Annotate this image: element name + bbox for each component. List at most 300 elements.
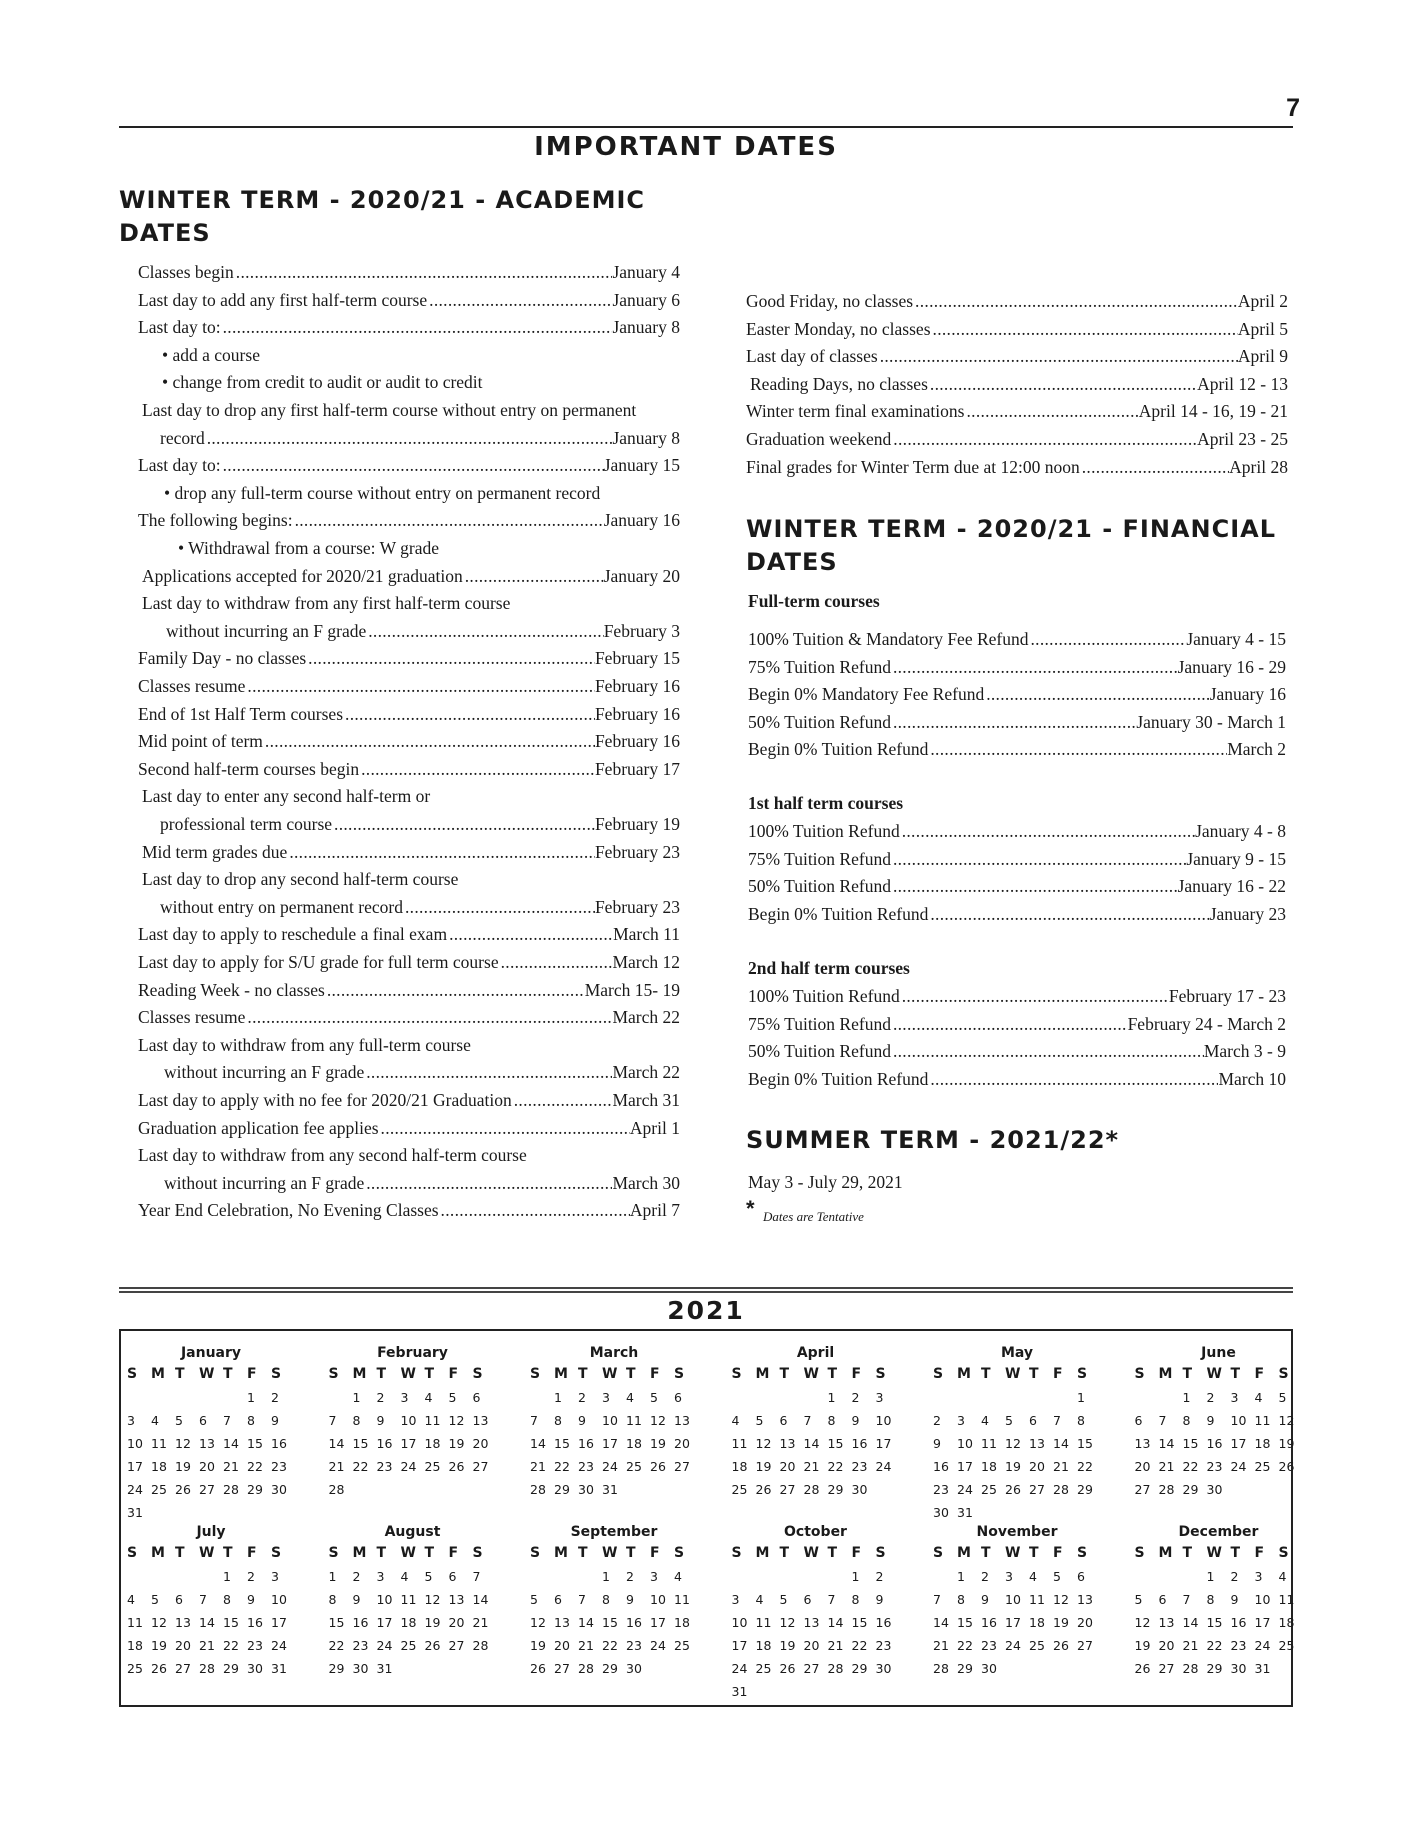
- day-cell: 18: [1278, 1615, 1295, 1630]
- dot-leader: [891, 847, 1186, 871]
- month-april: [732, 1343, 900, 1501]
- day-cell: 18: [127, 1638, 143, 1653]
- day-cell: 3: [731, 1592, 740, 1607]
- date-label: Classes begin: [138, 262, 234, 282]
- day-cell: 26: [175, 1482, 191, 1497]
- day-cell: 16: [1230, 1615, 1247, 1630]
- day-cell: 4: [151, 1413, 159, 1428]
- day-cell: 25: [1029, 1638, 1045, 1653]
- day-cell: 21: [223, 1459, 239, 1474]
- day-cell: 29: [851, 1661, 868, 1676]
- day-cell: 1: [1182, 1390, 1191, 1405]
- weekday-header: S: [530, 1366, 541, 1382]
- day-cell: 6: [1077, 1569, 1085, 1584]
- day-cell: 13: [1077, 1592, 1093, 1607]
- day-cell: 1: [602, 1569, 610, 1584]
- day-cell: 28: [827, 1661, 844, 1676]
- date-label: Winter term final examinations: [746, 401, 965, 422]
- day-cell: 3: [875, 1390, 884, 1405]
- financial-date-line: [748, 682, 1286, 706]
- empty-cell: [199, 1565, 223, 1588]
- month-october: [732, 1522, 900, 1703]
- day-cell: 24: [127, 1482, 143, 1497]
- academic-note-line: • add a course: [162, 344, 260, 365]
- date-value: April 12 - 13: [1197, 373, 1288, 394]
- day-cell: 11: [1029, 1592, 1045, 1607]
- day-cell: 28: [530, 1482, 546, 1497]
- dot-leader: [913, 289, 1238, 313]
- academic-date-line: [160, 426, 680, 450]
- weekday-header: T: [1230, 1366, 1241, 1382]
- summer-heading: SUMMER TERM - 2021/22*: [746, 1126, 1120, 1154]
- day-cell: 10: [602, 1413, 618, 1428]
- weekday-header: T: [376, 1545, 387, 1561]
- date-label: Last day to apply to reschedule a final exam: [138, 924, 448, 945]
- day-cell: 21: [199, 1638, 215, 1653]
- date-value: January 6: [612, 289, 680, 310]
- academic-note-line: Last day to drop any first half-term course without entry on permanent: [142, 400, 637, 420]
- day-cell: 21: [1158, 1459, 1175, 1474]
- weekday-header: F: [1254, 1545, 1265, 1561]
- weekday-header: S: [1278, 1545, 1289, 1561]
- dot-leader: [512, 1088, 613, 1112]
- weekday-header: T: [1230, 1545, 1241, 1561]
- day-cell: 27: [779, 1482, 796, 1497]
- day-cell: 7: [1182, 1592, 1191, 1607]
- month-name: April: [796, 1345, 835, 1361]
- dot-leader: [900, 984, 1169, 1008]
- financial-date-line: [748, 874, 1286, 898]
- day-cell: 30: [1206, 1482, 1223, 1497]
- empty-cell: [127, 1386, 151, 1409]
- academic-date-line: [142, 564, 680, 588]
- date-label: Mid term grades due: [142, 841, 288, 862]
- date-value: February 23: [594, 841, 680, 862]
- academic-date-line: [138, 674, 680, 698]
- weekday-header: W: [199, 1545, 215, 1561]
- day-cell: 27: [803, 1661, 820, 1676]
- day-cell: 13: [674, 1413, 690, 1428]
- day-cell: 14: [328, 1436, 345, 1451]
- day-cell: 31: [731, 1684, 748, 1699]
- day-cell: 14: [223, 1436, 239, 1451]
- day-cell: 24: [1005, 1638, 1021, 1653]
- weekday-header: T: [578, 1366, 588, 1382]
- day-cell: 8: [851, 1592, 860, 1607]
- day-cell: 3: [1254, 1569, 1263, 1584]
- empty-cell: [329, 1386, 353, 1409]
- day-cell: 12: [1278, 1413, 1295, 1428]
- day-cell: 1: [1077, 1390, 1085, 1405]
- weekday-header: T: [223, 1545, 233, 1561]
- day-cell: 25: [127, 1661, 143, 1676]
- empty-cell: [1183, 1565, 1207, 1588]
- academic-date-line: [138, 1198, 680, 1222]
- date-value: February 17: [594, 758, 680, 779]
- day-cell: 23: [875, 1638, 892, 1653]
- day-cell: 19: [1053, 1615, 1069, 1630]
- day-cell: 28: [933, 1661, 949, 1676]
- date-label: Begin 0% Tuition Refund: [748, 903, 929, 924]
- date-label: 75% Tuition Refund: [748, 656, 891, 677]
- day-cell: 22: [352, 1459, 369, 1474]
- date-label: Classes resume: [138, 1007, 246, 1028]
- day-cell: 2: [271, 1390, 279, 1405]
- day-cell: 29: [602, 1661, 618, 1676]
- summer-dates: May 3 - July 29, 2021: [748, 1172, 903, 1192]
- month-grid: [732, 1542, 900, 1703]
- day-cell: 12: [1134, 1615, 1151, 1630]
- day-cell: 22: [328, 1638, 345, 1653]
- day-cell: 11: [424, 1413, 441, 1428]
- day-cell: 14: [933, 1615, 949, 1630]
- day-cell: 12: [175, 1436, 191, 1451]
- day-cell: 17: [1230, 1436, 1247, 1451]
- day-cell: 19: [175, 1459, 191, 1474]
- day-cell: 27: [1134, 1482, 1151, 1497]
- day-cell: 22: [554, 1459, 570, 1474]
- day-cell: 29: [247, 1482, 263, 1497]
- weekday-header: M: [352, 1545, 367, 1561]
- day-cell: 29: [223, 1661, 239, 1676]
- day-cell: 30: [981, 1661, 997, 1676]
- date-value: February 16: [594, 676, 680, 696]
- day-cell: 5: [1005, 1413, 1013, 1428]
- academic-date-line: [138, 922, 680, 946]
- date-value: March 2: [1227, 739, 1286, 759]
- weekday-header: F: [1254, 1366, 1265, 1382]
- date-label: Last day to apply for S/U grade for full term course: [138, 952, 499, 972]
- day-cell: 24: [602, 1459, 618, 1474]
- day-cell: 5: [755, 1413, 764, 1428]
- day-cell: 25: [731, 1482, 748, 1497]
- dot-leader: [287, 840, 595, 864]
- financial-heading: [746, 513, 1276, 579]
- weekday-header: F: [851, 1545, 862, 1561]
- day-cell: 23: [851, 1459, 868, 1474]
- day-cell: 2: [247, 1569, 255, 1584]
- day-cell: 4: [424, 1390, 433, 1405]
- day-cell: 12: [151, 1615, 167, 1630]
- financial-date-line: [748, 627, 1286, 651]
- weekday-header: T: [175, 1366, 185, 1382]
- day-cell: 14: [530, 1436, 546, 1451]
- empty-cell: [199, 1386, 223, 1409]
- day-cell: 23: [376, 1459, 393, 1474]
- day-cell: 13: [1134, 1436, 1151, 1451]
- day-cell: 11: [626, 1413, 642, 1428]
- day-cell: 17: [1005, 1615, 1021, 1630]
- financial-group-title: 1st half term courses: [748, 793, 904, 813]
- day-cell: 15: [602, 1615, 618, 1630]
- day-cell: 2: [1230, 1569, 1239, 1584]
- empty-cell: [1135, 1565, 1159, 1588]
- day-cell: 12: [530, 1615, 546, 1630]
- day-cell: 31: [271, 1661, 287, 1676]
- month-grid: [127, 1542, 295, 1680]
- day-cell: 9: [1230, 1592, 1239, 1607]
- dot-leader: [447, 922, 613, 946]
- day-cell: 15: [1182, 1436, 1199, 1451]
- date-value: April 1: [629, 1117, 680, 1138]
- day-cell: 8: [957, 1592, 965, 1607]
- weekday-header: M: [151, 1366, 165, 1382]
- calendar-year: 2021: [667, 1296, 745, 1325]
- day-cell: 6: [1134, 1413, 1143, 1428]
- date-label: 100% Tuition & Mandatory Fee Refund: [748, 629, 1029, 649]
- dot-leader: [306, 646, 595, 670]
- financial-date-line: [748, 737, 1286, 761]
- weekday-header: M: [352, 1366, 367, 1382]
- day-cell: 1: [957, 1569, 965, 1584]
- weekday-header: M: [755, 1366, 770, 1382]
- day-cell: 27: [1158, 1661, 1175, 1676]
- day-cell: 21: [803, 1459, 820, 1474]
- day-cell: 5: [424, 1569, 433, 1584]
- day-cell: 4: [674, 1569, 682, 1584]
- day-cell: 31: [602, 1482, 618, 1497]
- date-value: January 20: [603, 565, 680, 586]
- day-cell: 21: [1182, 1638, 1199, 1653]
- month-grid: [933, 1363, 1101, 1524]
- dot-leader: [931, 317, 1238, 341]
- weekday-header: S: [731, 1545, 742, 1561]
- academic-date-line: [138, 1116, 680, 1140]
- month-november: [933, 1522, 1101, 1680]
- day-cell: 26: [424, 1638, 441, 1653]
- weekday-header: W: [602, 1366, 618, 1382]
- day-cell: 20: [472, 1436, 489, 1451]
- dot-leader: [984, 682, 1209, 706]
- day-cell: 5: [151, 1592, 159, 1607]
- empty-cell: [175, 1386, 199, 1409]
- day-cell: 26: [779, 1661, 796, 1676]
- day-cell: 30: [851, 1482, 868, 1497]
- day-cell: 15: [957, 1615, 973, 1630]
- day-cell: 16: [933, 1459, 949, 1474]
- day-cell: 24: [650, 1638, 666, 1653]
- day-cell: 2: [851, 1390, 860, 1405]
- day-cell: 12: [755, 1436, 772, 1451]
- day-cell: 13: [199, 1436, 215, 1451]
- day-cell: 18: [400, 1615, 417, 1630]
- weekday-header: T: [424, 1366, 435, 1382]
- day-cell: 1: [328, 1569, 337, 1584]
- dot-leader: [364, 1171, 612, 1195]
- dot-leader: [891, 1039, 1204, 1063]
- day-cell: 30: [271, 1482, 287, 1497]
- day-cell: 17: [376, 1615, 393, 1630]
- financial-date-line: [748, 655, 1286, 679]
- date-label: Last day to:: [138, 317, 221, 338]
- weekday-header: F: [247, 1366, 257, 1382]
- day-cell: 2: [875, 1569, 884, 1584]
- day-cell: 10: [957, 1436, 973, 1451]
- day-cell: 26: [1134, 1661, 1151, 1676]
- day-cell: 24: [1230, 1459, 1247, 1474]
- day-cell: 16: [851, 1436, 868, 1451]
- day-cell: 29: [1182, 1482, 1199, 1497]
- day-cell: 8: [1077, 1413, 1085, 1428]
- day-cell: 28: [1053, 1482, 1069, 1497]
- date-label: Applications accepted for 2020/21 graduation: [142, 565, 463, 586]
- day-cell: 4: [400, 1569, 409, 1584]
- day-cell: 7: [223, 1413, 231, 1428]
- day-cell: 22: [1206, 1638, 1223, 1653]
- day-cell: 13: [779, 1436, 796, 1451]
- financial-date-line: [748, 847, 1286, 871]
- date-value: February 15: [594, 648, 680, 669]
- day-cell: 26: [1005, 1482, 1021, 1497]
- weekday-header: T: [578, 1545, 588, 1561]
- day-cell: 16: [271, 1436, 287, 1451]
- day-cell: 2: [352, 1569, 361, 1584]
- date-value: March 31: [612, 1090, 680, 1110]
- day-cell: 22: [602, 1638, 618, 1653]
- date-label: Classes resume: [138, 676, 246, 696]
- date-value: April 23 - 25: [1197, 429, 1288, 449]
- dot-leader: [964, 399, 1138, 423]
- month-grid: [530, 1363, 698, 1501]
- dot-leader: [205, 426, 613, 450]
- day-cell: 8: [247, 1413, 255, 1428]
- dot-leader: [928, 902, 1209, 926]
- day-cell: 24: [376, 1638, 393, 1653]
- date-value: February 3: [603, 620, 680, 641]
- weekday-header: S: [1134, 1366, 1145, 1382]
- date-label: without incurring an F grade: [164, 1062, 365, 1083]
- academic-date-line: [746, 344, 1288, 368]
- month-february: [329, 1343, 497, 1501]
- day-cell: 30: [352, 1661, 369, 1676]
- weekday-header: T: [1029, 1366, 1039, 1382]
- day-cell: 8: [223, 1592, 231, 1607]
- weekday-header: M: [554, 1366, 568, 1382]
- academic-date-line: [160, 895, 680, 919]
- dot-leader: [379, 1116, 630, 1140]
- month-december: [1135, 1522, 1303, 1680]
- day-cell: 6: [1029, 1413, 1037, 1428]
- day-cell: 29: [328, 1661, 345, 1676]
- dot-leader: [928, 372, 1197, 396]
- day-cell: 5: [1134, 1592, 1143, 1607]
- weekday-header: T: [376, 1366, 387, 1382]
- month-name: March: [589, 1345, 639, 1361]
- dot-leader: [878, 344, 1238, 368]
- day-cell: 8: [352, 1413, 361, 1428]
- day-cell: 17: [875, 1436, 892, 1451]
- day-cell: 6: [554, 1592, 562, 1607]
- date-label: Reading Days, no classes: [750, 373, 928, 394]
- day-cell: 9: [578, 1413, 586, 1428]
- dot-leader: [1028, 627, 1186, 651]
- day-cell: 16: [875, 1615, 892, 1630]
- empty-cell: [981, 1386, 1005, 1409]
- date-label: without entry on permanent record: [160, 896, 403, 917]
- day-cell: 26: [650, 1459, 666, 1474]
- day-cell: 28: [472, 1638, 489, 1653]
- day-cell: 19: [151, 1638, 167, 1653]
- date-value: March 12: [612, 952, 680, 972]
- day-cell: 21: [1053, 1459, 1069, 1474]
- month-name: October: [784, 1524, 847, 1540]
- weekday-header: M: [1158, 1366, 1173, 1382]
- day-cell: 11: [151, 1436, 167, 1451]
- date-value: April 5: [1237, 318, 1288, 339]
- weekday-header: W: [1206, 1366, 1222, 1382]
- day-cell: 4: [981, 1413, 989, 1428]
- day-cell: 7: [803, 1413, 812, 1428]
- date-value: March 3 - 9: [1203, 1041, 1286, 1061]
- day-cell: 14: [803, 1436, 820, 1451]
- dot-leader: [499, 950, 613, 974]
- day-cell: 21: [328, 1459, 345, 1474]
- date-label: Last day to:: [138, 455, 221, 476]
- day-cell: 30: [247, 1661, 263, 1676]
- date-value: January 16: [1209, 684, 1286, 704]
- dot-leader: [364, 1060, 612, 1084]
- day-cell: 14: [199, 1615, 215, 1630]
- date-label: 50% Tuition Refund: [748, 711, 891, 732]
- month-name: May: [1000, 1345, 1034, 1361]
- weekday-header: W: [602, 1545, 618, 1561]
- day-cell: 18: [151, 1459, 167, 1474]
- day-cell: 11: [731, 1436, 748, 1451]
- academic-date-line: [746, 455, 1288, 479]
- date-label: End of 1st Half Term courses: [138, 703, 344, 724]
- day-cell: 11: [674, 1592, 690, 1607]
- empty-cell: [578, 1565, 602, 1588]
- day-cell: 1: [223, 1569, 231, 1584]
- weekday-header: S: [530, 1545, 541, 1561]
- weekday-header: F: [1053, 1366, 1063, 1382]
- weekday-header: T: [626, 1545, 636, 1561]
- day-cell: 17: [731, 1638, 748, 1653]
- day-cell: 9: [626, 1592, 634, 1607]
- day-cell: 5: [650, 1390, 658, 1405]
- weekday-header: S: [933, 1545, 944, 1561]
- weekday-header: S: [875, 1366, 886, 1382]
- weekday-header: W: [1005, 1366, 1021, 1382]
- date-value: January 16: [603, 510, 680, 531]
- day-cell: 11: [1254, 1413, 1271, 1428]
- academic-heading-line1: WINTER TERM - 2020/21 - ACADEMIC: [119, 186, 646, 214]
- day-cell: 27: [674, 1459, 690, 1474]
- academic-date-line: [138, 260, 680, 284]
- month-grid: [329, 1363, 497, 1501]
- date-value: March 22: [612, 1007, 680, 1028]
- day-cell: 23: [1230, 1638, 1247, 1653]
- financial-date-line: [748, 984, 1286, 1008]
- day-cell: 7: [578, 1592, 586, 1607]
- academic-note-line: Last day to enter any second half-term or: [142, 786, 431, 807]
- day-cell: 6: [175, 1592, 183, 1607]
- day-cell: 22: [247, 1459, 263, 1474]
- date-label: 50% Tuition Refund: [748, 876, 891, 896]
- day-cell: 27: [472, 1459, 489, 1474]
- weekday-header: S: [472, 1545, 483, 1561]
- date-label: Graduation application fee applies: [138, 1117, 379, 1138]
- day-cell: 19: [755, 1459, 772, 1474]
- weekday-header: S: [328, 1366, 339, 1382]
- month-grid: [933, 1542, 1101, 1680]
- date-value: April 28: [1229, 456, 1288, 477]
- dot-leader: [928, 1067, 1218, 1091]
- month-name: November: [976, 1524, 1058, 1540]
- day-cell: 23: [1206, 1459, 1223, 1474]
- day-cell: 17: [1254, 1615, 1271, 1630]
- day-cell: 29: [827, 1482, 844, 1497]
